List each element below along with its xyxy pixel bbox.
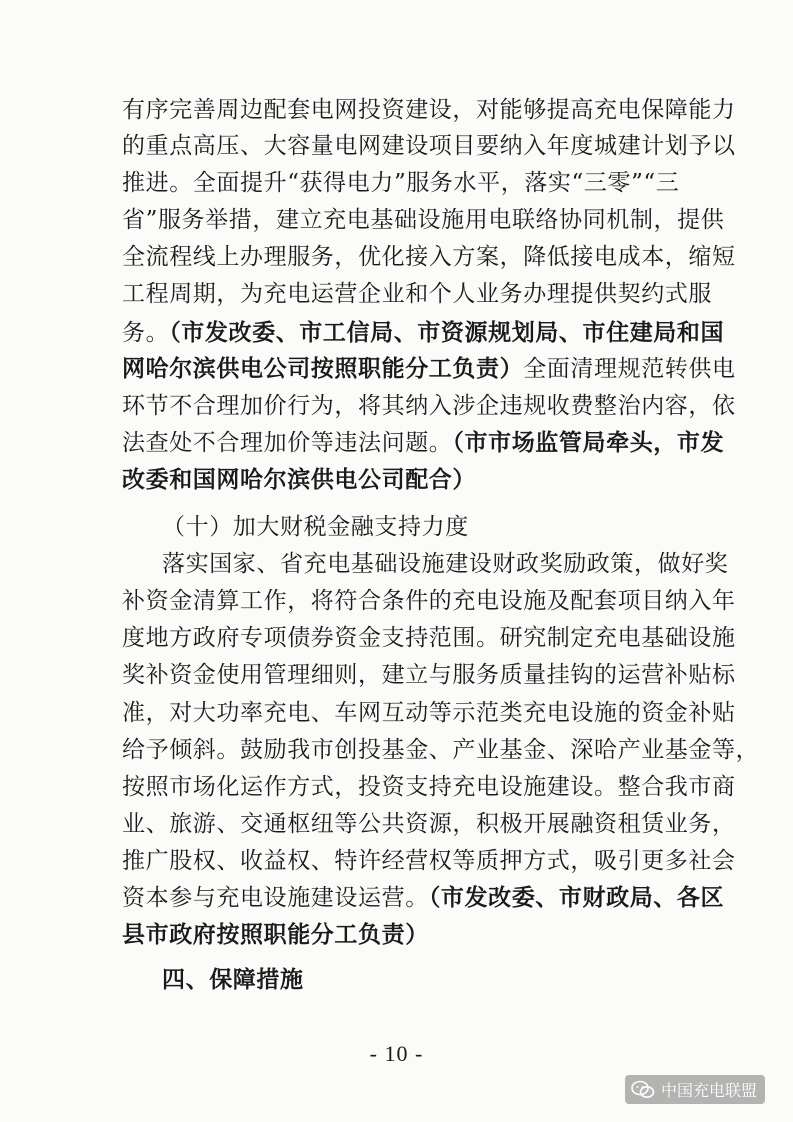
text-segment: 全面清理规范转供电 [523, 356, 736, 382]
text-segment: 推广股权、收益权、特许经营权等质押方式，吸引更多社会 [122, 848, 736, 874]
bold-text-segment: 县市政府按照职能分工负责） [122, 922, 429, 948]
text-line [122, 131, 736, 161]
text-line [122, 698, 736, 728]
text-line [122, 354, 736, 384]
text-line [122, 586, 736, 616]
text-line [122, 809, 736, 839]
text-line [122, 428, 724, 458]
text-line [122, 205, 724, 235]
bold-text-segment: （市发改委、市财政局、各区 [428, 885, 725, 911]
text-line [162, 965, 304, 995]
text-line [122, 318, 724, 348]
text-segment: 准，对大功率充电、车网互动等示范类充电设施的资金补贴 [122, 700, 736, 726]
text-segment: 推进。全面提升“获得电力”服务水平，落实“三零”“三 [122, 170, 680, 196]
text-segment: 给予倾斜。鼓励我市创投基金、产业基金、深哈产业基金等， [122, 737, 760, 763]
text-segment: 的重点高压、大容量电网建设项目要纳入年度城建计划予以 [122, 133, 736, 159]
bold-text-segment: 网哈尔滨供电公司按照职能分工负责） [122, 356, 524, 382]
wechat-icon [631, 1080, 655, 1100]
text-line [162, 512, 469, 542]
text-segment: 工程周期，为充电运营企业和个人业务办理提供契约式服 [122, 281, 712, 307]
text-segment: 有序完善周边配套电网投资建设，对能够提高充电保障能力 [122, 97, 736, 123]
text-segment: 资本参与充电设施建设运营。 [122, 885, 429, 911]
watermark [625, 1075, 765, 1104]
text-segment: 法查处不合理加价等违法问题。 [122, 430, 453, 456]
text-line [122, 920, 429, 950]
bold-text-segment: 四、保障措施 [162, 967, 304, 993]
bold-text-segment: 改委和国网哈尔滨供电公司配合） [122, 467, 476, 493]
text-segment: 按照市场化运作方式，投资支持充电设施建设。整合我市商 [122, 774, 736, 800]
text-segment: 省”服务举措，建立充电基础设施用电联络协同机制，提供 [122, 207, 725, 233]
text-line [122, 95, 736, 125]
watermark-label: 中国充电联盟 [660, 1081, 757, 1100]
text-segment: 全流程线上办理服务，优化接入方案，降低接电成本，缩短 [122, 244, 736, 270]
text-line [122, 735, 759, 765]
text-line [122, 772, 736, 802]
text-line [122, 465, 476, 495]
text-line [122, 168, 679, 198]
text-line [122, 623, 736, 653]
text-segment: 度地方政府专项债券资金支持范围。研究制定充电基础设施 [122, 625, 736, 651]
text-line [122, 883, 724, 913]
text-line [122, 391, 736, 421]
text-line [162, 549, 728, 579]
text-segment: 落实国家、省充电基础设施建设财政奖励政策，做好奖 [162, 551, 729, 577]
text-segment: 务。 [122, 320, 170, 346]
page-number: - 10 - [369, 1041, 424, 1066]
text-line [122, 660, 736, 690]
text-line [122, 279, 712, 309]
bold-text-segment: （市发改委、市工信局、市资源规划局、市住建局和国 [169, 320, 725, 346]
text-line [122, 846, 736, 876]
text-segment: 业、旅游、交通枢纽等公共资源，积极开展融资租赁业务， [122, 811, 736, 837]
text-segment: （十）加大财税金融支持力度 [162, 514, 469, 540]
bold-text-segment: （市市场监管局牵头，市发 [452, 430, 725, 456]
text-segment: 环节不合理加价行为，将其纳入涉企违规收费整治内容，依 [122, 393, 736, 419]
text-segment: 奖补资金使用管理细则，建立与服务质量挂钩的运营补贴标 [122, 662, 736, 688]
text-line [122, 242, 736, 272]
text-segment: 补资金清算工作，将符合条件的充电设施及配套项目纳入年 [122, 588, 736, 614]
